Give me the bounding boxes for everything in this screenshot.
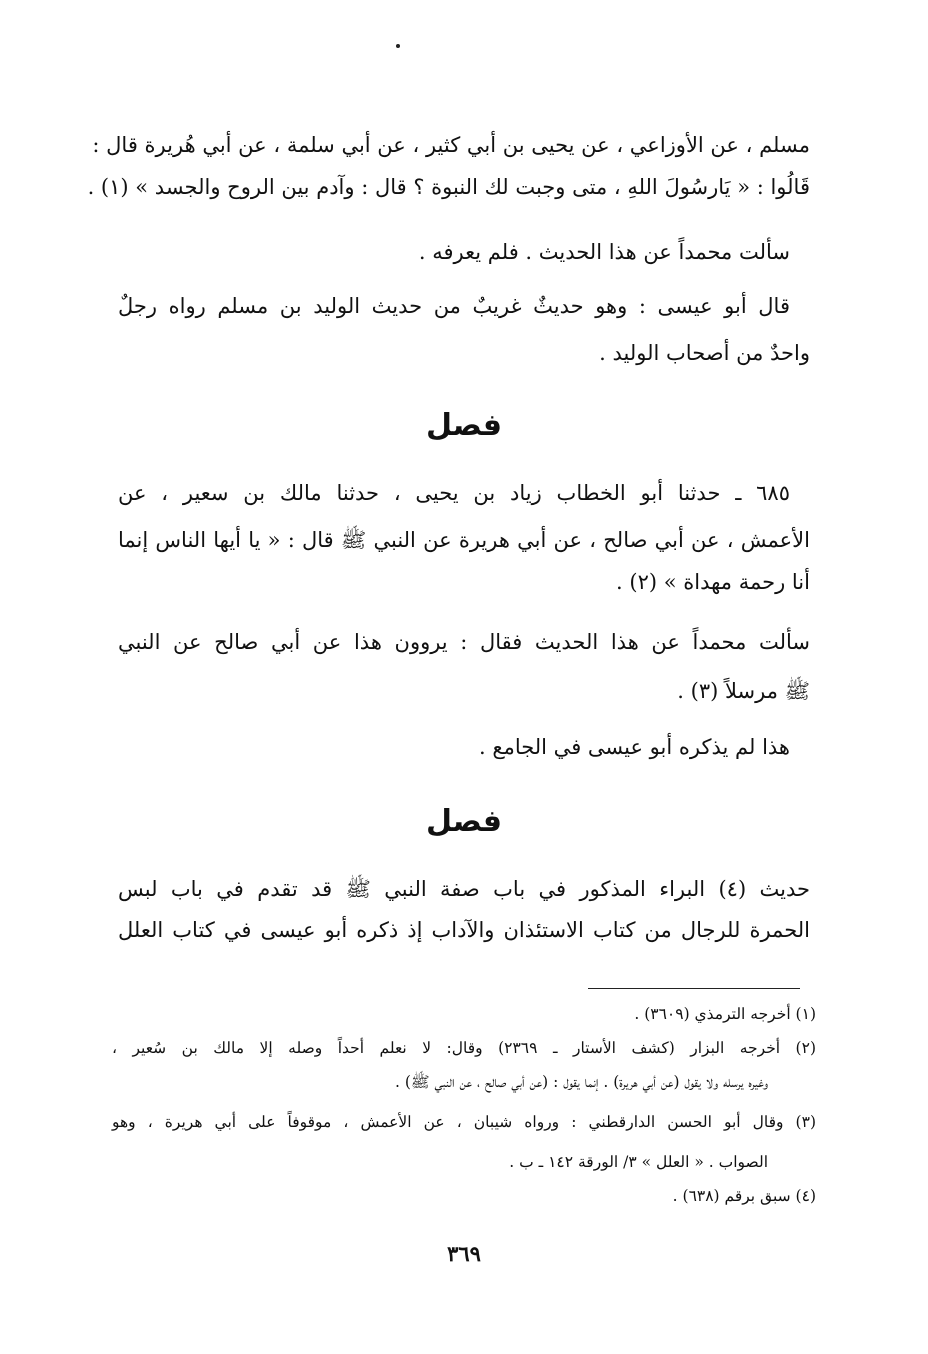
body-line: قال أبو عيسى : وهو حديثٌ غريبٌ من حديث الوليد بن مسلم رواه رجلٌ bbox=[118, 294, 790, 318]
body-line: الحمرة للرجال من كتاب الاستئذان والآداب إذ ذكره أبو عيسى في كتاب العلل bbox=[118, 918, 810, 942]
body-line: مسلم ، عن الأوزاعي ، عن يحيى بن أبي كثير ، عن أبي سلمة ، عن أبي هُريرة قال : bbox=[92, 133, 810, 157]
footnote: (٣) وقال أبو الحسن الدارقطني : ورواه شيبان ، عن الأعمش ، موقوفاً على أبي هريرة ، وهو bbox=[112, 1113, 816, 1131]
page-mark bbox=[396, 44, 400, 48]
footnote-continuation: الصواب . « العلل » ٣/ الورقة ١٤٢ ـ ب . bbox=[509, 1153, 768, 1171]
footnote: (٢) أخرجه البزار (كشف الأستار ـ ٢٣٦٩) وقال: لا نعلم أحداً وصله إلا مالك بن سُعير ، bbox=[112, 1039, 816, 1057]
section-heading: فصل bbox=[426, 804, 502, 839]
body-line: حديث (٤) البراء المذكور في باب صفة النبي ﷺ قد تقدم في باب لبس bbox=[118, 877, 810, 901]
footnote: (٤) سبق برقم (٦٣٨) . bbox=[672, 1187, 816, 1205]
footnote: (١) أخرجه الترمذي (٣٦٠٩) . bbox=[634, 1005, 816, 1023]
body-line: واحدٌ من أصحاب الوليد . bbox=[599, 341, 810, 365]
body-line: سألت محمداً عن هذا الحديث فقال : يروون هذا عن أبي صالح عن النبي bbox=[118, 630, 810, 654]
section-heading: فصل bbox=[426, 408, 502, 443]
body-line: قَالُوا : « يَارسُولَ اللهِ ، متى وجبت لك النبوة ؟ قال : وآدم بين الروح والجسد » (١) . bbox=[87, 175, 810, 199]
footnote-separator bbox=[588, 988, 800, 989]
body-line: أنا رحمة مهداة » (٢) . bbox=[616, 570, 810, 594]
body-line: ﷺ مرسلاً (٣) . bbox=[677, 679, 810, 703]
footnote-continuation: وغيره يرسله ولا يقول (عن أبي هريرة) . إنما يقول : (عن أبي صالح ، عن النبي ﷺ) . bbox=[394, 1073, 768, 1091]
body-line: سألت محمداً عن هذا الحديث . فلم يعرفه . bbox=[418, 240, 790, 264]
body-line: الأعمش ، عن أبي صالح ، عن أبي هريرة عن النبي ﷺ قال : « يا أيها الناس إنما bbox=[118, 528, 810, 552]
page-number: ٣٦٩ bbox=[447, 1241, 481, 1266]
body-line: هذا لم يذكره أبو عيسى في الجامع . bbox=[479, 735, 790, 759]
body-line: ٦٨٥ ـ حدثنا أبو الخطاب زياد بن يحيى ، حدثنا مالك بن سعير ، عن bbox=[118, 481, 790, 505]
